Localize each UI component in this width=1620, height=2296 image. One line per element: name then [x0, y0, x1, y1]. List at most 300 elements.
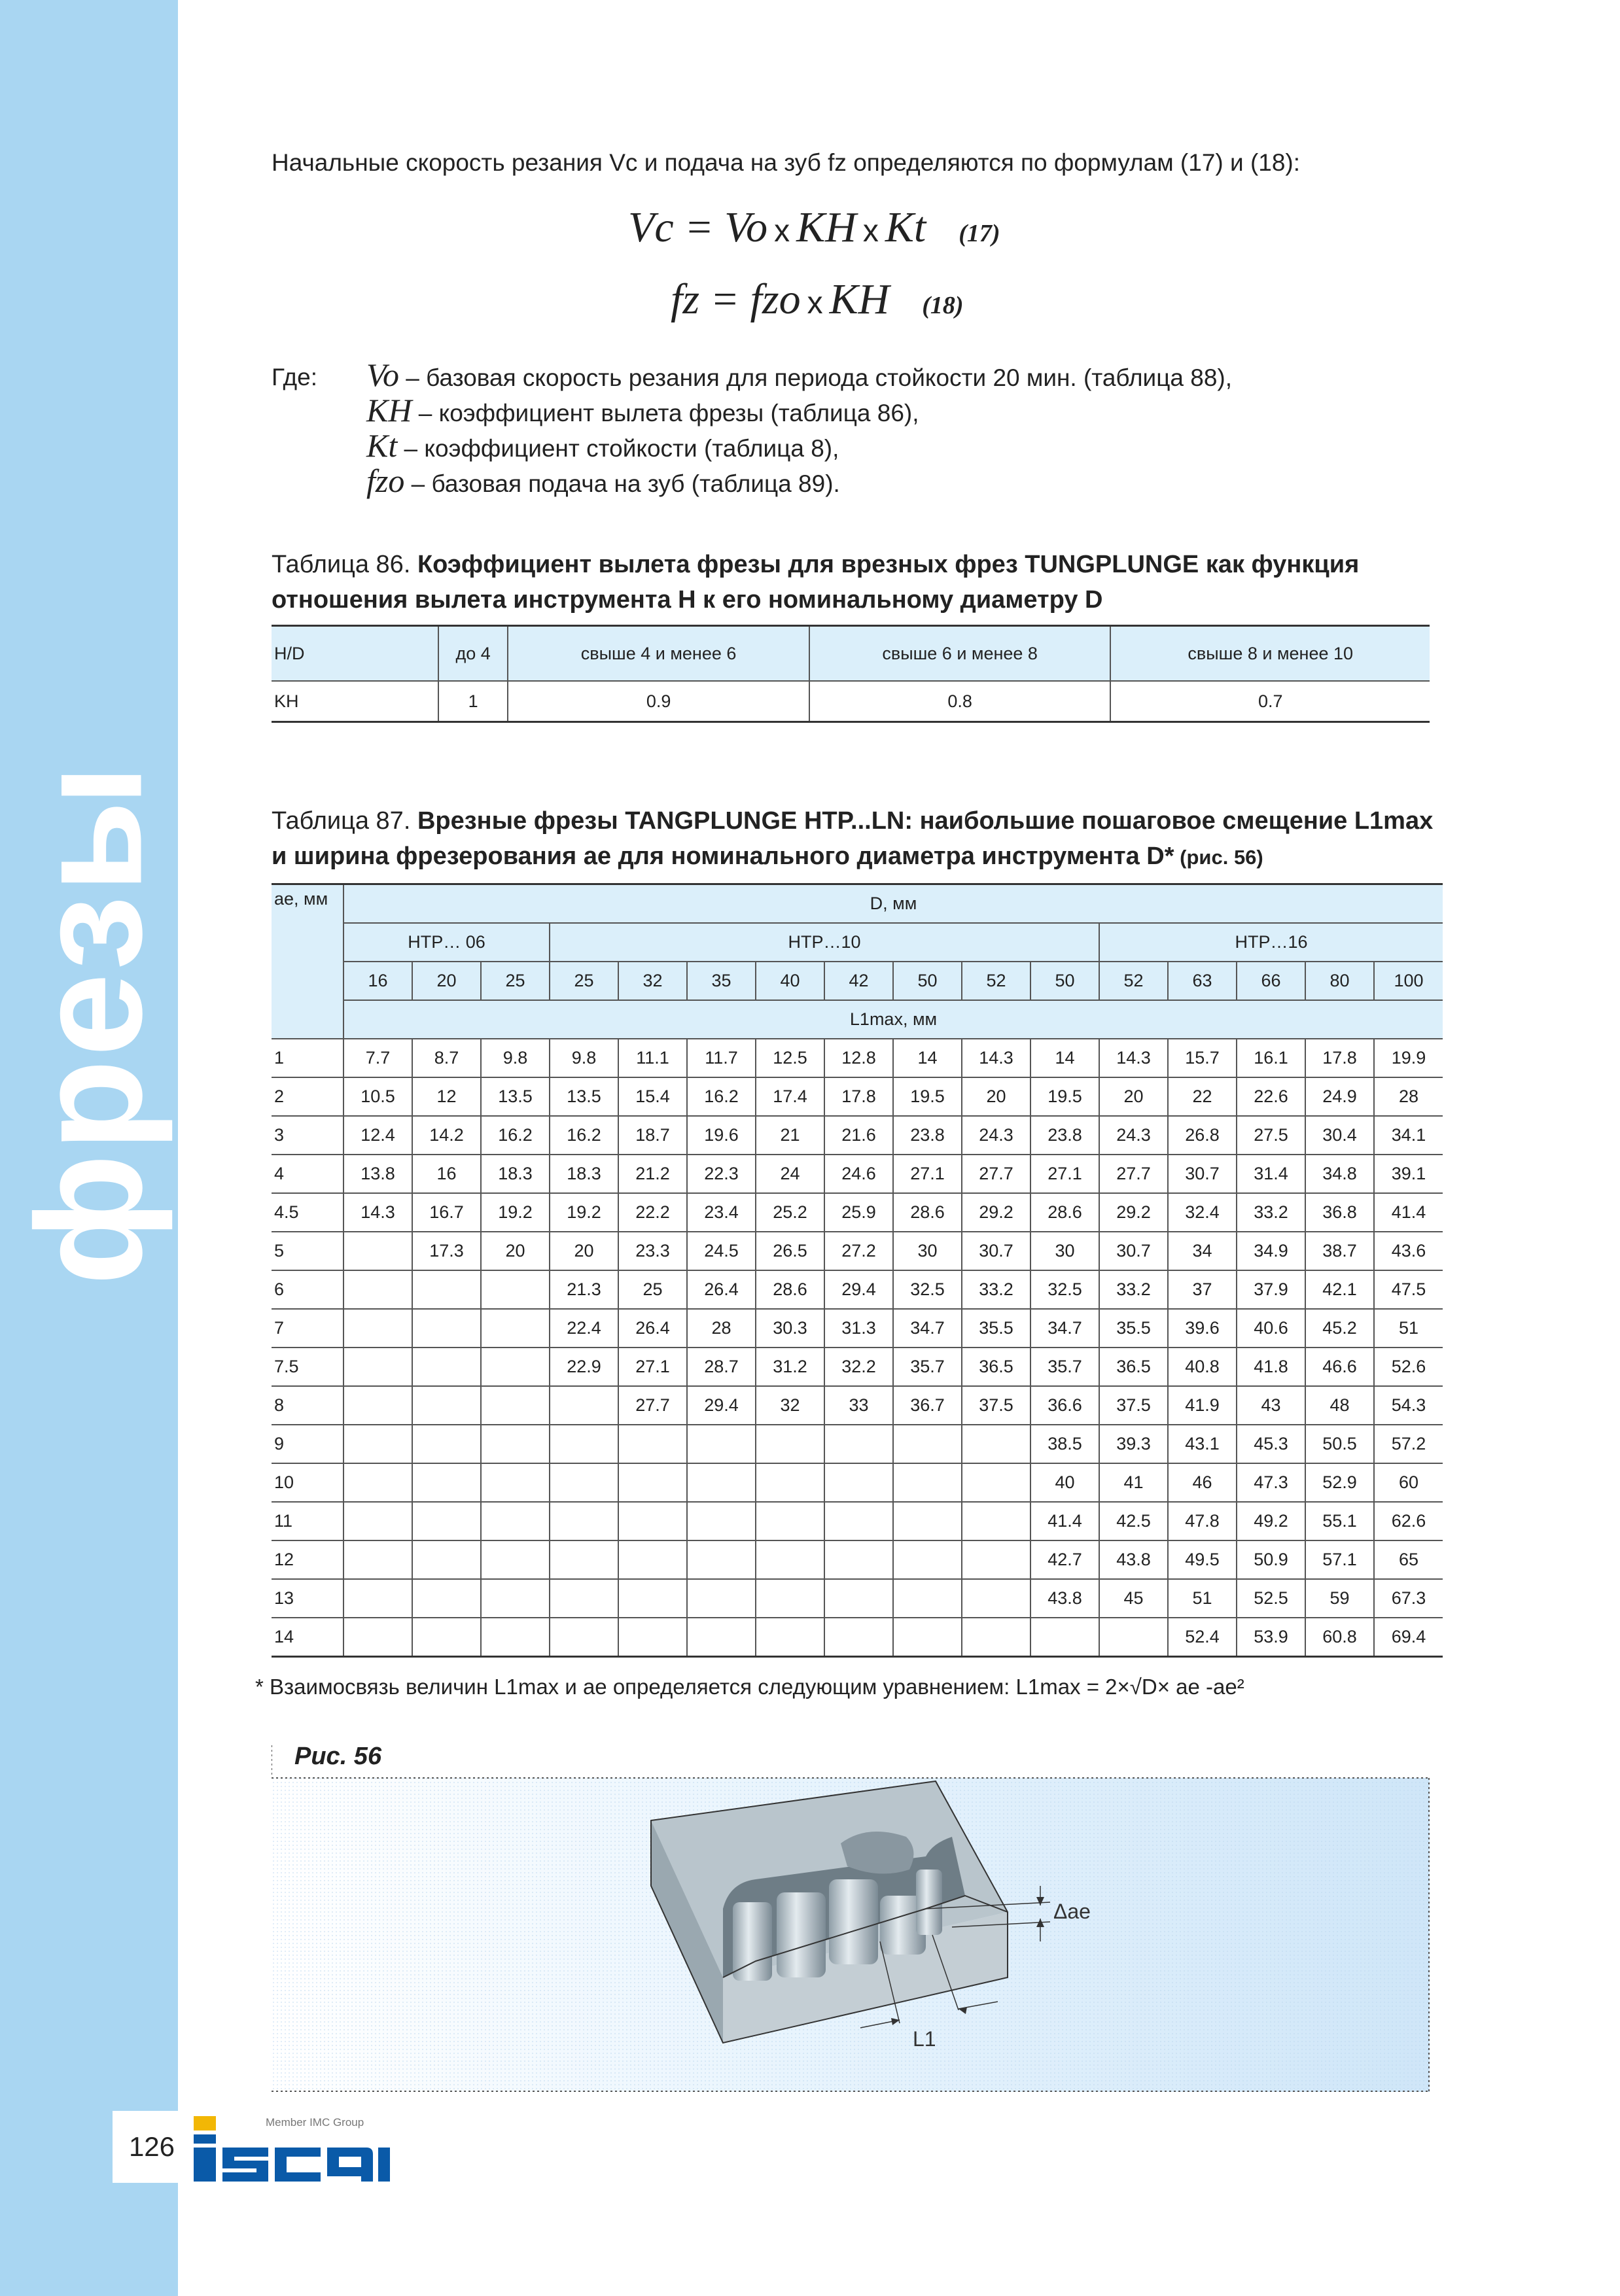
- table87-cell: [893, 1463, 962, 1502]
- table87-cell: [343, 1579, 412, 1618]
- table87-cell: 35.7: [893, 1348, 962, 1386]
- formula-18-x1: x: [807, 286, 823, 321]
- table87-cell: 11.7: [687, 1039, 756, 1077]
- table87-diameter-cell: 25: [481, 962, 550, 1000]
- table87-row: [272, 1348, 1443, 1386]
- table87-cell: 67.3: [1374, 1579, 1443, 1618]
- definition-symbol: fzo: [366, 462, 405, 499]
- table87-cell: 12: [412, 1077, 481, 1116]
- formula-17: [628, 203, 1000, 252]
- table87-diameter-row: [272, 962, 1443, 1000]
- table87-cell: 55.1: [1305, 1502, 1374, 1540]
- table87-cell: [343, 1232, 412, 1270]
- table87-cell: 60.8: [1305, 1618, 1374, 1657]
- table87-cell: 18.3: [550, 1155, 618, 1193]
- table87-cell: [481, 1348, 550, 1386]
- table87-diameter-cell: 42: [824, 962, 893, 1000]
- table87-cell: 46: [1168, 1463, 1237, 1502]
- table87-cell: 36.5: [1099, 1348, 1168, 1386]
- definition-fzo: [366, 462, 840, 500]
- table87-cell: 13.8: [343, 1155, 412, 1193]
- table87-cell: 17.8: [1305, 1039, 1374, 1077]
- table87-cell: 27.1: [1030, 1155, 1099, 1193]
- table87-cell: [687, 1540, 756, 1579]
- figure-callout-l1: L1: [913, 2027, 936, 2051]
- table86-header-cell: свыше 8 и менее 10: [1110, 626, 1430, 682]
- table87-cell: 62.6: [1374, 1502, 1443, 1540]
- table87-cell: 38.7: [1305, 1232, 1374, 1270]
- table87-cell: 12.4: [343, 1116, 412, 1155]
- formula-17-x1: x: [774, 214, 790, 249]
- table87-diameter-cell: 40: [756, 962, 824, 1000]
- table87-cell: 43.6: [1374, 1232, 1443, 1270]
- table87-cell: [550, 1386, 618, 1425]
- table87-cell: 40.8: [1168, 1348, 1237, 1386]
- table87-cell: [481, 1463, 550, 1502]
- table87-cell: 7.7: [343, 1039, 412, 1077]
- table87-cell: [343, 1386, 412, 1425]
- formula-18: [671, 275, 964, 324]
- table87-cell: 25.2: [756, 1193, 824, 1232]
- table87-row: [272, 1579, 1443, 1618]
- table87-cell: [343, 1270, 412, 1309]
- table87-ae-cell: 2: [272, 1077, 343, 1116]
- table87-cell: 33.2: [1237, 1193, 1305, 1232]
- table87-row: [272, 1502, 1443, 1540]
- table87-ae-cell: 4: [272, 1155, 343, 1193]
- figure-56: [272, 1745, 1430, 2092]
- table87-cell: 31.4: [1237, 1155, 1305, 1193]
- table87-cell: 24.6: [824, 1155, 893, 1193]
- table86-cell: 0.7: [1110, 681, 1430, 722]
- table87-cell: 21.6: [824, 1116, 893, 1155]
- table87-cell: 57.2: [1374, 1425, 1443, 1463]
- table87-cell: 16.1: [1237, 1039, 1305, 1077]
- table87-cell: [1099, 1618, 1168, 1657]
- table87-cell: 20: [962, 1077, 1030, 1116]
- table87-cell: 40: [1030, 1463, 1099, 1502]
- table87-cell: 51: [1168, 1579, 1237, 1618]
- definition-kt: [366, 426, 839, 464]
- table87-cell: 16.2: [687, 1077, 756, 1116]
- table87-cell: 28.6: [756, 1270, 824, 1309]
- table87-row: [272, 1386, 1443, 1425]
- table87-cell: 33: [824, 1386, 893, 1425]
- table87-row: [272, 1463, 1443, 1502]
- table-87: [272, 883, 1443, 1658]
- table87-cell: 32: [756, 1386, 824, 1425]
- table87-cell: 52.6: [1374, 1348, 1443, 1386]
- definition-text: – коэффициент вылета фрезы (таблица 86),: [412, 400, 919, 426]
- table87-cell: 50.5: [1305, 1425, 1374, 1463]
- table87-cell: 11.1: [618, 1039, 687, 1077]
- table87-ae-cell: 13: [272, 1579, 343, 1618]
- table87-ae-cell: 1: [272, 1039, 343, 1077]
- table87-cell: 20: [550, 1232, 618, 1270]
- table87-cell: 60: [1374, 1463, 1443, 1502]
- table87-cell: [550, 1425, 618, 1463]
- table87-cell: 13.5: [481, 1077, 550, 1116]
- table86-caption-prefix: Таблица 86.: [272, 551, 417, 578]
- table87-cell: 69.4: [1374, 1618, 1443, 1657]
- table87-cell: 17.4: [756, 1077, 824, 1116]
- table87-group-header: HTP… 06: [343, 923, 550, 962]
- table87-cell: 37: [1168, 1270, 1237, 1309]
- table87-cell: 18.7: [618, 1116, 687, 1155]
- table87-cell: 27.7: [618, 1386, 687, 1425]
- table87-cell: 10.5: [343, 1077, 412, 1116]
- table87-cell: [962, 1425, 1030, 1463]
- table87-cell: [824, 1425, 893, 1463]
- formula-17-mid: KH: [796, 203, 856, 251]
- logo-member-text: Member IMC Group: [266, 2116, 364, 2129]
- table87-cell: 40.6: [1237, 1309, 1305, 1348]
- table87-cell: [824, 1618, 893, 1657]
- table87-cell: 15.4: [618, 1077, 687, 1116]
- table87-cell: 17.8: [824, 1077, 893, 1116]
- table-86: [272, 625, 1430, 723]
- table87-l1-header: L1max, мм: [343, 1000, 1443, 1039]
- table87-cell: 33.2: [1099, 1270, 1168, 1309]
- table87-cell: 39.1: [1374, 1155, 1443, 1193]
- table87-cell: [756, 1502, 824, 1540]
- table87-cell: 36.5: [962, 1348, 1030, 1386]
- table87-cell: 47.8: [1168, 1502, 1237, 1540]
- table87-cell: [687, 1425, 756, 1463]
- table87-cell: 52.4: [1168, 1618, 1237, 1657]
- table87-cell: [618, 1579, 687, 1618]
- table87-group-header: HTP…10: [550, 923, 1099, 962]
- table87-cell: 22.3: [687, 1155, 756, 1193]
- page-number: 126: [113, 2111, 191, 2183]
- table87-ae-cell: 12: [272, 1540, 343, 1579]
- table87-cell: 9.8: [481, 1039, 550, 1077]
- table87-cell: 35.7: [1030, 1348, 1099, 1386]
- table87-cell: 23.8: [893, 1116, 962, 1155]
- table87-cell: 36.8: [1305, 1193, 1374, 1232]
- table87-cell: 27.7: [1099, 1155, 1168, 1193]
- table87-cell: 28: [687, 1309, 756, 1348]
- table87-cell: 29.4: [824, 1270, 893, 1309]
- table87-cell: [824, 1463, 893, 1502]
- table87-diameter-cell: 52: [1099, 962, 1168, 1000]
- table87-cell: [687, 1502, 756, 1540]
- table87-cell: 31.3: [824, 1309, 893, 1348]
- table87-cell: 26.4: [687, 1270, 756, 1309]
- table87-cell: [412, 1579, 481, 1618]
- table87-cell: [412, 1348, 481, 1386]
- definition-text: – базовая подача на зуб (таблица 89).: [404, 470, 840, 497]
- table87-cell: 27.1: [893, 1155, 962, 1193]
- table87-cell: 14: [1030, 1039, 1099, 1077]
- table87-cell: [412, 1386, 481, 1425]
- table87-d-header-row: [272, 884, 1443, 924]
- table87-cell: [824, 1502, 893, 1540]
- table87-row: [272, 1077, 1443, 1116]
- table87-cell: 43: [1237, 1386, 1305, 1425]
- table87-cell: 29.2: [1099, 1193, 1168, 1232]
- table87-cell: 16.2: [550, 1116, 618, 1155]
- table87-diameter-cell: 66: [1237, 962, 1305, 1000]
- table87-cell: 59: [1305, 1579, 1374, 1618]
- table87-cell: [412, 1540, 481, 1579]
- table87-cell: [412, 1309, 481, 1348]
- table87-cell: 17.3: [412, 1232, 481, 1270]
- table87-diameter-cell: 52: [962, 962, 1030, 1000]
- table87-cell: 37.5: [1099, 1386, 1168, 1425]
- table87-cell: [550, 1463, 618, 1502]
- table87-cell: [687, 1618, 756, 1657]
- table87-diameter-cell: 20: [412, 962, 481, 1000]
- table87-cell: 34.8: [1305, 1155, 1374, 1193]
- table87-cell: 24.9: [1305, 1077, 1374, 1116]
- table87-cell: 39.3: [1099, 1425, 1168, 1463]
- table87-cell: 37.5: [962, 1386, 1030, 1425]
- table87-cell: 19.5: [1030, 1077, 1099, 1116]
- table87-cell: [824, 1579, 893, 1618]
- table87-cell: 50.9: [1237, 1540, 1305, 1579]
- table87-cell: 49.5: [1168, 1540, 1237, 1579]
- table87-cell: [756, 1579, 824, 1618]
- table87-cell: 42.5: [1099, 1502, 1168, 1540]
- table87-cell: [343, 1309, 412, 1348]
- table87-diameter-cell: 80: [1305, 962, 1374, 1000]
- table87-cell: 16: [412, 1155, 481, 1193]
- table87-cell: [893, 1425, 962, 1463]
- table86-row: [272, 681, 1430, 722]
- table87-cell: 29.2: [962, 1193, 1030, 1232]
- table86-caption: [272, 547, 1436, 617]
- table87-cell: 34.1: [1374, 1116, 1443, 1155]
- table87-cell: 21.2: [618, 1155, 687, 1193]
- figure-label: Рис. 56: [294, 1743, 382, 1770]
- table87-diameter-cell: 100: [1374, 962, 1443, 1000]
- table87-row: [272, 1309, 1443, 1348]
- table87-cell: [412, 1425, 481, 1463]
- table87-cell: [756, 1425, 824, 1463]
- table87-ae-cell: 14: [272, 1618, 343, 1657]
- table86-header-row: [272, 626, 1430, 682]
- table87-cell: 19.9: [1374, 1039, 1443, 1077]
- table87-cell: 32.5: [1030, 1270, 1099, 1309]
- table87-caption-title: Врезные фрезы TANGPLUNGE HTP...LN: наибольшие пошаговое смещение L1max и ширина фрезерования ae для номинального диаметра инструмента D*: [272, 807, 1434, 870]
- table87-cell: [412, 1270, 481, 1309]
- table87-cell: 14: [893, 1039, 962, 1077]
- table87-cell: 25: [618, 1270, 687, 1309]
- table87-cell: 19.2: [550, 1193, 618, 1232]
- table87-cell: [481, 1270, 550, 1309]
- table87-cell: 26.5: [756, 1232, 824, 1270]
- table87-cell: 30.3: [756, 1309, 824, 1348]
- iscar-logo: [194, 2116, 390, 2188]
- table87-diameter-cell: 32: [618, 962, 687, 1000]
- table87-cell: 20: [481, 1232, 550, 1270]
- table87-cell: 45.2: [1305, 1309, 1374, 1348]
- table87-cell: 47.3: [1237, 1463, 1305, 1502]
- table87-cell: 27.5: [1237, 1116, 1305, 1155]
- table87-cell: 47.5: [1374, 1270, 1443, 1309]
- table87-cell: [618, 1425, 687, 1463]
- table87-diameter-cell: 50: [1030, 962, 1099, 1000]
- table87-cell: 53.9: [1237, 1618, 1305, 1657]
- table87-cell: [893, 1618, 962, 1657]
- table87-cell: 52.9: [1305, 1463, 1374, 1502]
- table87-cell: [550, 1540, 618, 1579]
- table87-cell: 16.2: [481, 1116, 550, 1155]
- table87-cell: [962, 1463, 1030, 1502]
- sidebar-band: [0, 0, 178, 2296]
- table87-cell: 13.5: [550, 1077, 618, 1116]
- table87-cell: [1030, 1618, 1099, 1657]
- table87-cell: 12.5: [756, 1039, 824, 1077]
- table87-cell: 41.8: [1237, 1348, 1305, 1386]
- table87-group-header: HTP…16: [1099, 923, 1443, 962]
- table87-cell: [618, 1463, 687, 1502]
- table87-diameter-cell: 16: [343, 962, 412, 1000]
- table87-cell: 21: [756, 1116, 824, 1155]
- table87-cell: 23.8: [1030, 1116, 1099, 1155]
- table87-cell: 27.7: [962, 1155, 1030, 1193]
- table87-ae-cell: 9: [272, 1425, 343, 1463]
- table87-cell: [343, 1348, 412, 1386]
- table87-cell: [481, 1425, 550, 1463]
- definition-symbol: Vo: [366, 357, 399, 393]
- table87-cell: [962, 1502, 1030, 1540]
- table87-l1-header-row: [272, 1000, 1443, 1039]
- table87-cell: 34.7: [1030, 1309, 1099, 1348]
- table87-cell: 41.4: [1030, 1502, 1099, 1540]
- table87-cell: [481, 1618, 550, 1657]
- table87-group-row: [272, 923, 1443, 962]
- table87-cell: 14.2: [412, 1116, 481, 1155]
- table87-row: [272, 1425, 1443, 1463]
- table87-cell: 36.6: [1030, 1386, 1099, 1425]
- table86-header-cell: до 4: [438, 626, 508, 682]
- table87-cell: [343, 1618, 412, 1657]
- table87-cell: 48: [1305, 1386, 1374, 1425]
- table87-row: [272, 1155, 1443, 1193]
- table87-cell: [343, 1463, 412, 1502]
- table87-ae-cell: 7: [272, 1309, 343, 1348]
- table87-cell: 29.4: [687, 1386, 756, 1425]
- table87-cell: 42.1: [1305, 1270, 1374, 1309]
- table87-cell: 32.5: [893, 1270, 962, 1309]
- table87-ae-cell: 6: [272, 1270, 343, 1309]
- table87-cell: 20: [1099, 1077, 1168, 1116]
- table87-cell: 31.2: [756, 1348, 824, 1386]
- definition-symbol: KH: [366, 392, 412, 428]
- table87-cell: 30: [893, 1232, 962, 1270]
- table86-cell: 1: [438, 681, 508, 722]
- table87-diameter-cell: 25: [550, 962, 618, 1000]
- table86-cell: KH: [272, 681, 438, 722]
- definition-kh: [366, 391, 919, 429]
- section-title-vertical: фрезы: [5, 761, 173, 1286]
- table87-cell: 57.1: [1305, 1540, 1374, 1579]
- table87-cell: 22.2: [618, 1193, 687, 1232]
- table87-cell: 22.4: [550, 1309, 618, 1348]
- table87-cell: 9.8: [550, 1039, 618, 1077]
- definition-symbol: Kt: [366, 427, 398, 464]
- table87-cell: 22.6: [1237, 1077, 1305, 1116]
- table87-diameter-cell: 35: [687, 962, 756, 1000]
- table87-cell: 27.1: [618, 1348, 687, 1386]
- table87-d-header: D, мм: [343, 884, 1443, 924]
- table87-cell: 30.7: [1099, 1232, 1168, 1270]
- table87-cell: 35.5: [962, 1309, 1030, 1348]
- table87-ae-cell: 5: [272, 1232, 343, 1270]
- table87-row: [272, 1618, 1443, 1657]
- table87-cell: 54.3: [1374, 1386, 1443, 1425]
- table87-cell: 34: [1168, 1232, 1237, 1270]
- table87-cell: [893, 1540, 962, 1579]
- table87-ae-cell: 11: [272, 1502, 343, 1540]
- table87-cell: [412, 1618, 481, 1657]
- intro-text: Начальные скорость резания Vc и подача на зуб fz определяются по формулам (17) и (18):: [272, 149, 1301, 176]
- table87-cell: [343, 1540, 412, 1579]
- table87-cell: [962, 1579, 1030, 1618]
- table87-cell: 23.3: [618, 1232, 687, 1270]
- definition-vo: [366, 356, 1232, 394]
- table87-cell: 37.9: [1237, 1270, 1305, 1309]
- table87-cell: 24.3: [962, 1116, 1030, 1155]
- where-label: Где:: [272, 364, 318, 391]
- table87-row: [272, 1193, 1443, 1232]
- table87-cell: 24.5: [687, 1232, 756, 1270]
- table87-cell: 19.2: [481, 1193, 550, 1232]
- table87-cell: 16.7: [412, 1193, 481, 1232]
- table87-cell: 30.4: [1305, 1116, 1374, 1155]
- table87-cell: 38.5: [1030, 1425, 1099, 1463]
- table87-cell: 41: [1099, 1463, 1168, 1502]
- definition-text: – базовая скорость резания для периода стойкости 20 мин. (таблица 88),: [399, 364, 1233, 391]
- table87-row: [272, 1116, 1443, 1155]
- table87-cell: [756, 1618, 824, 1657]
- table87-cell: 35.5: [1099, 1309, 1168, 1348]
- table87-cell: [824, 1540, 893, 1579]
- table87-cell: 43.8: [1030, 1579, 1099, 1618]
- table87-cell: [756, 1463, 824, 1502]
- formula-17-x2: x: [862, 214, 879, 249]
- table87-cell: 14.3: [1099, 1039, 1168, 1077]
- table87-cell: 23.4: [687, 1193, 756, 1232]
- table87-cell: [550, 1502, 618, 1540]
- table87-cell: [412, 1463, 481, 1502]
- table87-cell: 14.3: [343, 1193, 412, 1232]
- table87-cell: [481, 1309, 550, 1348]
- table87-cell: 43.8: [1099, 1540, 1168, 1579]
- table87-cell: [343, 1425, 412, 1463]
- table87-caption-figref: (рис. 56): [1174, 846, 1263, 869]
- table87-cell: 28.6: [893, 1193, 962, 1232]
- formula-18-mid: KH: [829, 275, 890, 323]
- table87-cell: 43.1: [1168, 1425, 1237, 1463]
- table86-caption-title: Коэффициент вылета фрезы для врезных фрез TUNGPLUNGE как функция отношения вылета инструмента H к его номинальному диаметру D: [272, 551, 1360, 614]
- table87-cell: 19.5: [893, 1077, 962, 1116]
- table86-cell: 0.9: [508, 681, 809, 722]
- table87-cell: 30.7: [1168, 1155, 1237, 1193]
- table87-cell: 24: [756, 1155, 824, 1193]
- table87-ae-cell: 3: [272, 1116, 343, 1155]
- table87-row: [272, 1270, 1443, 1309]
- table87-cell: [481, 1386, 550, 1425]
- table87-cell: 41.4: [1374, 1193, 1443, 1232]
- table87-ae-cell: 7.5: [272, 1348, 343, 1386]
- table87-cell: [893, 1502, 962, 1540]
- table87-cell: [618, 1540, 687, 1579]
- table87-row: [272, 1540, 1443, 1579]
- table87-cell: [481, 1502, 550, 1540]
